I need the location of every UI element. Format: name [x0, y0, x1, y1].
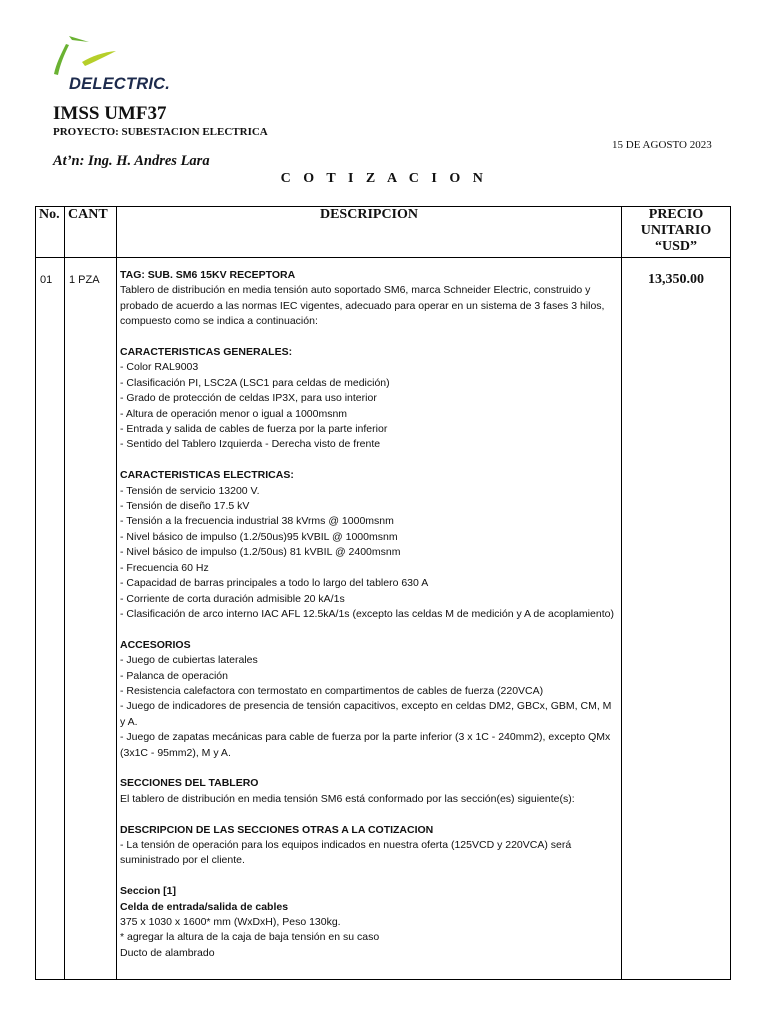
- general-item: - Grado de protección de celdas IP3X, para uso interior: [120, 392, 377, 405]
- tag-title: TAG: SUB. SM6 15KV RECEPTORA: [120, 269, 296, 281]
- document-title: C O T I Z A C I O N: [280, 171, 488, 186]
- accessory-item: - Juego de zapatas mecánicas para cable de fuerza por la parte inferior (3 x 1C - 240mm2), excepto QMx (3x1C - 95mm2), M y A.: [120, 731, 611, 759]
- accessory-item: - Resistencia calefactora con termostato en compartimentos de cables de fuerza (220VCA): [120, 684, 544, 697]
- table-row: [36, 258, 731, 980]
- general-item: - Entrada y salida de cables de fuerza por la parte inferior: [120, 423, 388, 436]
- sections-title: SECCIONES DEL TABLERO: [120, 777, 259, 790]
- attention-line: At’n: Ing. H. Andres Lara: [53, 153, 210, 169]
- project-name: PROYECTO: SUBESTACION ELECTRICA: [53, 126, 268, 138]
- section-1-line: * agregar la altura de la caja de baja tensión en su caso: [120, 931, 380, 944]
- table-header-row: [36, 207, 731, 258]
- section-1-line: Ducto de alambrado: [120, 946, 215, 959]
- sections-text: El tablero de distribución en media tensión SM6 está conformado por las sección(es) siguiente(s):: [120, 792, 575, 805]
- quote-table: [35, 206, 731, 980]
- col-header-descripcion: DESCRIPCION: [117, 207, 622, 258]
- row-number: 01: [36, 258, 65, 980]
- precio-label-1: PRECIO: [648, 207, 704, 222]
- company-name: DELECTRIC.: [69, 75, 170, 93]
- general-item: - Altura de operación menor o igual a 1000msnm: [120, 407, 348, 420]
- section-1-subtitle: Celda de entrada/salida de cables: [120, 900, 289, 913]
- col-header-no: No.: [36, 207, 65, 258]
- general-item: - Sentido del Tablero Izquierda - Derecha visto de frente: [120, 438, 381, 451]
- quote-date: 15 DE AGOSTO 2023: [612, 139, 712, 151]
- electrical-item: - Clasificación de arco interno IAC AFL 12.5kA/1s (excepto las celdas M de medición y A de acoplamiento): [120, 607, 614, 620]
- client-name: IMSS UMF37: [53, 103, 167, 124]
- electrical-section-title: CARACTERISTICAS ELECTRICAS:: [120, 469, 294, 482]
- intro-text: Tablero de distribución en media tensión auto soportado SM6, marca Schneider Electric, construido y probado de acuerdo a las normas IEC vigentes, adecuado para operar en un sistema de 3 fases 3 hilos, compuesto como se indica a continuación:: [120, 284, 605, 328]
- col-header-precio: [622, 207, 731, 258]
- accessory-item: - Juego de cubiertas laterales: [120, 654, 258, 667]
- accessory-item: - Juego de indicadores de presencia de tensión capacitivos, excepto en celdas DM2, GBCx, GBM, CM, M y A.: [120, 700, 612, 728]
- unit-price: 13,350.00: [622, 258, 731, 980]
- precio-label-2: UNITARIO: [640, 223, 712, 238]
- row-description: [117, 258, 622, 980]
- electrical-item: - Nivel básico de impulso (1.2/50us)95 kVBIL @ 1000msnm: [120, 530, 398, 543]
- other-sections-title: DESCRIPCION DE LAS SECCIONES OTRAS A LA COTIZACION: [120, 823, 434, 836]
- col-header-cant: CANT: [65, 207, 117, 258]
- electrical-item: - Nivel básico de impulso (1.2/50us) 81 kVBIL @ 2400msnm: [120, 546, 401, 559]
- section-1-title: Seccion [1]: [120, 885, 177, 898]
- precio-label-3: “USD”: [654, 239, 697, 254]
- electrical-item: - Corriente de corta duración admisible 20 kA/1s: [120, 592, 345, 605]
- electrical-item: - Tensión de diseño 17.5 kV: [120, 500, 250, 513]
- section-1-line: 375 x 1030 x 1600* mm (WxDxH), Peso 130kg.: [120, 915, 341, 928]
- electrical-item: - Tensión a la frecuencia industrial 38 kVrms @ 1000msnm: [120, 515, 394, 528]
- other-sections-text: - La tensión de operación para los equipos indicados en nuestra oferta (125VCD y 220VCA) será suministrado por el cliente.: [120, 838, 572, 867]
- electrical-item: - Capacidad de barras principales a todo lo largo del tablero 630 A: [120, 577, 429, 590]
- row-quantity: 1 PZA: [65, 258, 117, 980]
- general-item: - Clasificación PI, LSC2A (LSC1 para celdas de medición): [120, 376, 390, 389]
- general-section-title: CARACTERISTICAS GENERALES:: [120, 346, 293, 359]
- accessories-section-title: ACCESORIOS: [120, 638, 191, 651]
- electrical-item: - Frecuencia 60 Hz: [120, 561, 209, 574]
- electrical-item: - Tensión de servicio 13200 V.: [120, 484, 260, 497]
- accessory-item: - Palanca de operación: [120, 669, 228, 682]
- general-item: - Color RAL9003: [120, 361, 199, 374]
